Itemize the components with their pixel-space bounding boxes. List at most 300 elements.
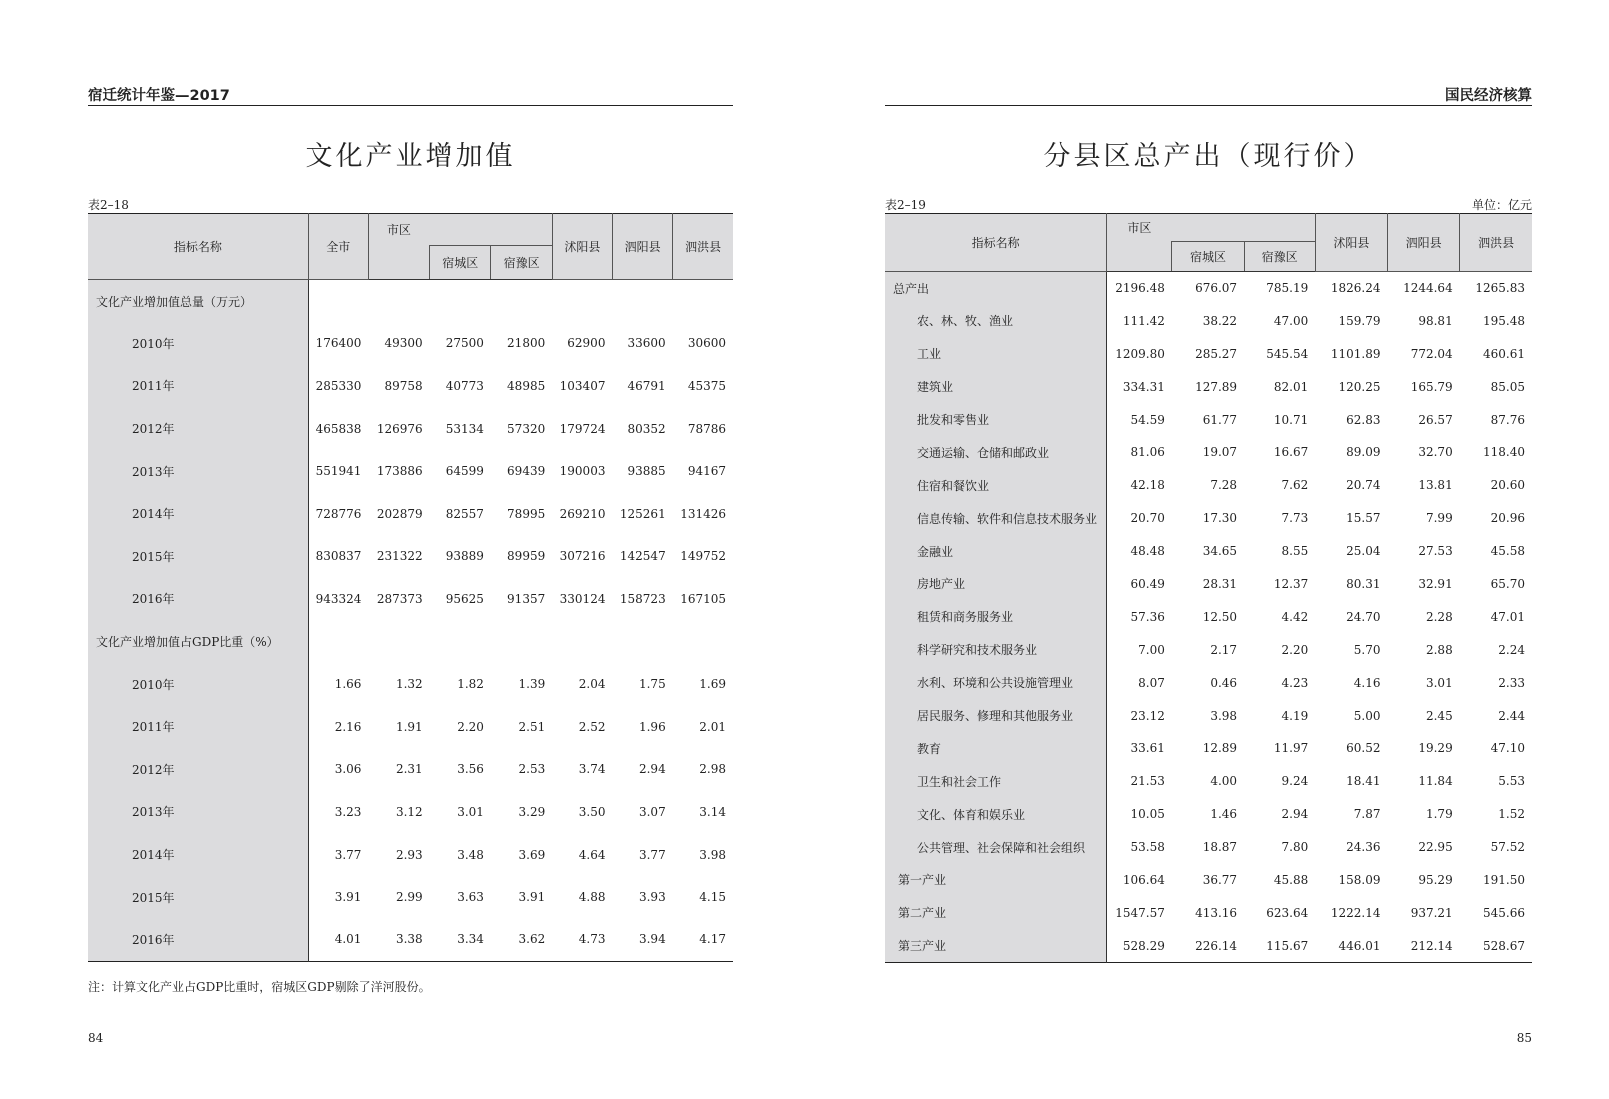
table-row <box>885 600 1532 633</box>
value-cell: 18.87 <box>1202 840 1238 855</box>
value-cell: 27500 <box>445 336 484 351</box>
value-cell: 48.48 <box>1130 544 1165 559</box>
value-cell: 8.07 <box>1138 675 1165 690</box>
value-cell: 3.50 <box>578 804 606 819</box>
value-cell: 728776 <box>315 506 362 521</box>
empty-cell <box>430 620 491 663</box>
value-cell: 179724 <box>559 421 606 436</box>
indicator-label: 总产出 <box>885 272 1107 305</box>
page-title: 文化产业增加值 <box>305 141 516 172</box>
value-cell: 60.52 <box>1346 741 1381 756</box>
table-row <box>885 896 1532 929</box>
header-urban: 市区 <box>1107 214 1315 242</box>
value-cell: 40773 <box>445 378 484 393</box>
value-cell: 545.54 <box>1266 346 1309 361</box>
value-cell: 2196.48 <box>1115 281 1165 296</box>
value-cell: 4.00 <box>1210 774 1238 789</box>
value-cell: 676.07 <box>1195 281 1238 296</box>
table-row <box>885 272 1532 305</box>
table-row <box>88 833 733 876</box>
year-label: 2010年 <box>88 322 308 365</box>
value-cell: 545.66 <box>1483 905 1525 920</box>
value-cell: 20.96 <box>1490 511 1525 526</box>
value-cell: 2.53 <box>518 762 546 777</box>
table-row <box>88 492 733 535</box>
table-row <box>88 578 733 621</box>
value-cell: 334.31 <box>1122 379 1165 394</box>
value-cell: 9.24 <box>1281 774 1309 789</box>
year-label: 2011年 <box>88 705 308 748</box>
indicator-label: 信息传输、软件和信息技术服务业 <box>885 502 1107 535</box>
value-cell: 190003 <box>559 464 606 479</box>
value-cell: 26.57 <box>1418 412 1453 427</box>
empty-cell <box>552 620 612 663</box>
value-cell: 16.67 <box>1273 445 1309 460</box>
year-label: 2015年 <box>88 876 308 919</box>
value-cell: 4.73 <box>578 932 606 947</box>
value-cell: 20.74 <box>1346 478 1381 493</box>
empty-cell <box>308 280 368 323</box>
value-cell: 57320 <box>507 421 546 436</box>
value-cell: 7.99 <box>1425 511 1453 526</box>
indicator-label: 租赁和商务服务业 <box>885 600 1107 633</box>
value-cell: 1222.14 <box>1330 905 1381 920</box>
empty-cell <box>491 280 552 323</box>
value-cell: 3.63 <box>457 890 484 905</box>
indicator-label: 卫生和社会工作 <box>885 765 1107 798</box>
table-row <box>88 407 733 450</box>
value-cell: 62.83 <box>1346 412 1381 427</box>
value-cell: 3.01 <box>1425 675 1453 690</box>
value-cell: 212.14 <box>1410 938 1453 953</box>
value-cell: 3.12 <box>395 804 423 819</box>
empty-cell <box>612 620 672 663</box>
value-cell: 69439 <box>507 464 546 479</box>
value-cell: 5.70 <box>1353 642 1381 657</box>
value-cell: 25.04 <box>1346 544 1381 559</box>
indicator-label: 建筑业 <box>885 370 1107 403</box>
value-cell: 3.48 <box>457 847 484 862</box>
value-cell: 12.37 <box>1273 576 1309 591</box>
indicator-label: 农、林、牧、渔业 <box>885 304 1107 337</box>
value-cell: 22.95 <box>1418 840 1453 855</box>
value-cell: 2.16 <box>334 719 362 734</box>
value-cell: 1826.24 <box>1330 281 1381 296</box>
table-row <box>88 365 733 408</box>
header-suyu: 宿豫区 <box>491 246 552 280</box>
value-cell: 45375 <box>687 378 726 393</box>
value-cell: 65.70 <box>1490 576 1525 591</box>
value-cell: 54.59 <box>1130 412 1165 427</box>
value-cell: 830837 <box>315 549 362 564</box>
value-cell: 125261 <box>619 506 666 521</box>
value-cell: 2.01 <box>699 719 726 734</box>
header-shuyang: 沭阳县 <box>552 214 612 280</box>
right-page <box>804 0 1609 1099</box>
value-cell: 191.50 <box>1483 872 1525 887</box>
value-cell: 7.00 <box>1138 642 1165 657</box>
value-cell: 1.69 <box>699 677 726 692</box>
value-cell: 111.42 <box>1122 313 1165 328</box>
table-row <box>88 876 733 919</box>
indicator-label: 交通运输、仓储和邮政业 <box>885 436 1107 469</box>
header-siyang: 泗阳县 <box>612 214 672 280</box>
value-cell: 126976 <box>376 421 423 436</box>
empty-cell <box>491 620 552 663</box>
indicator-label: 教育 <box>885 732 1107 765</box>
header-urban: 市区 <box>368 214 552 246</box>
value-cell: 465838 <box>315 421 362 436</box>
table-number: 表2–18 <box>88 198 129 212</box>
value-cell: 3.77 <box>334 847 362 862</box>
value-cell: 159.79 <box>1338 313 1381 328</box>
year-label: 2015年 <box>88 535 308 578</box>
empty-cell <box>368 280 429 323</box>
value-cell: 142547 <box>619 549 666 564</box>
header-suchen: 宿城区 <box>1172 242 1244 272</box>
year-label: 2016年 <box>88 918 308 961</box>
value-cell: 2.20 <box>1281 642 1309 657</box>
table-body <box>885 272 1532 963</box>
value-cell: 3.23 <box>334 804 362 819</box>
empty-cell <box>430 280 491 323</box>
value-cell: 81.06 <box>1130 445 1165 460</box>
year-label: 2013年 <box>88 450 308 493</box>
left-page <box>0 0 804 1099</box>
value-cell: 937.21 <box>1410 905 1453 920</box>
value-cell: 3.91 <box>334 890 362 905</box>
value-cell: 118.40 <box>1483 445 1525 460</box>
value-cell: 80.31 <box>1346 576 1381 591</box>
page-title: 分县区总产出（现行价） <box>1043 141 1374 172</box>
value-cell: 36.77 <box>1202 872 1238 887</box>
value-cell: 231322 <box>376 549 423 564</box>
table-row <box>885 370 1532 403</box>
indicator-label: 居民服务、修理和其他服务业 <box>885 699 1107 732</box>
value-cell: 2.31 <box>395 762 423 777</box>
value-cell: 10.05 <box>1130 807 1165 822</box>
value-cell: 47.01 <box>1490 609 1525 624</box>
value-cell: 131426 <box>680 506 726 521</box>
empty-cell <box>673 280 733 323</box>
value-cell: 53134 <box>445 421 484 436</box>
value-cell: 269210 <box>559 506 606 521</box>
value-cell: 33.61 <box>1130 741 1165 756</box>
value-cell: 1.52 <box>1498 807 1525 822</box>
value-cell: 1209.80 <box>1115 346 1165 361</box>
table-row <box>885 831 1532 864</box>
value-cell: 285330 <box>315 378 362 393</box>
value-cell: 19.07 <box>1202 445 1238 460</box>
value-cell: 93885 <box>627 464 666 479</box>
value-cell: 38.22 <box>1202 313 1238 328</box>
indicator-label: 工业 <box>885 337 1107 370</box>
value-cell: 42.18 <box>1130 478 1165 493</box>
value-cell: 5.53 <box>1498 774 1525 789</box>
value-cell: 46791 <box>627 378 666 393</box>
running-head: 宿迁统计年鉴—2017 <box>88 84 733 106</box>
table-row <box>885 633 1532 666</box>
value-cell: 3.62 <box>518 932 546 947</box>
value-cell: 7.80 <box>1281 840 1309 855</box>
table-row <box>885 403 1532 436</box>
value-cell: 49300 <box>384 336 423 351</box>
value-cell: 1.75 <box>638 677 666 692</box>
value-cell: 98.81 <box>1418 313 1453 328</box>
value-cell: 285.27 <box>1195 346 1238 361</box>
value-cell: 115.67 <box>1266 938 1309 953</box>
header-shuyang: 沭阳县 <box>1315 214 1387 272</box>
running-head: 国民经济核算 <box>885 84 1532 106</box>
value-cell: 0.46 <box>1210 675 1238 690</box>
value-cell: 45.88 <box>1273 872 1309 887</box>
year-label: 2014年 <box>88 833 308 876</box>
empty-cell <box>673 620 733 663</box>
value-cell: 47.00 <box>1273 313 1309 328</box>
value-cell: 127.89 <box>1195 379 1238 394</box>
value-cell: 94167 <box>687 464 726 479</box>
indicator-label: 房地产业 <box>885 568 1107 601</box>
value-cell: 2.98 <box>699 762 726 777</box>
value-cell: 1547.57 <box>1115 905 1165 920</box>
value-cell: 3.74 <box>578 762 606 777</box>
header-suchen: 宿城区 <box>430 246 491 280</box>
value-cell: 47.10 <box>1490 741 1525 756</box>
header-indicator: 指标名称 <box>88 214 308 280</box>
value-cell: 95.29 <box>1418 872 1453 887</box>
value-cell: 3.98 <box>699 847 726 862</box>
value-cell: 173886 <box>376 464 423 479</box>
table-row <box>88 322 733 365</box>
value-cell: 64599 <box>445 464 484 479</box>
value-cell: 1.91 <box>395 719 423 734</box>
table-row <box>885 568 1532 601</box>
value-cell: 2.52 <box>578 719 606 734</box>
table-row <box>88 705 733 748</box>
value-cell: 48985 <box>507 378 546 393</box>
value-cell: 623.64 <box>1266 905 1309 920</box>
value-cell: 3.01 <box>457 804 484 819</box>
value-cell: 93889 <box>445 549 484 564</box>
value-cell: 2.88 <box>1425 642 1453 657</box>
value-cell: 7.28 <box>1210 478 1238 493</box>
section-label: 文化产业增加值总量（万元） <box>88 280 308 323</box>
value-cell: 4.16 <box>1353 675 1381 690</box>
value-cell: 2.44 <box>1498 708 1525 723</box>
year-label: 2010年 <box>88 663 308 706</box>
value-cell: 61.77 <box>1202 412 1238 427</box>
header-indicator: 指标名称 <box>885 214 1107 272</box>
year-label: 2011年 <box>88 365 308 408</box>
value-cell: 413.16 <box>1195 905 1238 920</box>
value-cell: 2.94 <box>1281 807 1309 822</box>
value-cell: 82.01 <box>1273 379 1309 394</box>
value-cell: 2.94 <box>638 762 666 777</box>
indicator-label: 第二产业 <box>885 896 1107 929</box>
value-cell: 60.49 <box>1130 576 1165 591</box>
value-cell: 34.65 <box>1202 544 1238 559</box>
value-cell: 10.71 <box>1273 412 1309 427</box>
empty-cell <box>368 620 429 663</box>
header-siyang: 泗阳县 <box>1387 214 1459 272</box>
table-row <box>885 699 1532 732</box>
value-cell: 103407 <box>559 378 606 393</box>
value-cell: 1.96 <box>638 719 666 734</box>
gross-output-table <box>885 213 1532 963</box>
value-cell: 1.32 <box>395 677 423 692</box>
empty-cell <box>552 280 612 323</box>
value-cell: 460.61 <box>1483 346 1525 361</box>
indicator-label: 水利、环境和公共设施管理业 <box>885 666 1107 699</box>
value-cell: 80352 <box>627 421 666 436</box>
value-cell: 3.91 <box>518 890 546 905</box>
indicator-label: 金融业 <box>885 535 1107 568</box>
value-cell: 158.09 <box>1338 872 1381 887</box>
value-cell: 15.57 <box>1346 511 1381 526</box>
value-cell: 307216 <box>559 549 606 564</box>
value-cell: 528.67 <box>1483 938 1525 953</box>
page-number: 84 <box>88 1031 104 1045</box>
header-sihong: 泗洪县 <box>673 214 733 280</box>
value-cell: 78786 <box>687 421 726 436</box>
value-cell: 11.97 <box>1273 741 1309 756</box>
table-row <box>885 798 1532 831</box>
value-cell: 7.62 <box>1281 478 1309 493</box>
indicator-label: 文化、体育和娱乐业 <box>885 798 1107 831</box>
value-cell: 82557 <box>445 506 484 521</box>
value-cell: 27.53 <box>1418 544 1453 559</box>
value-cell: 5.00 <box>1353 708 1381 723</box>
value-cell: 19.29 <box>1418 741 1453 756</box>
value-cell: 21.53 <box>1130 774 1165 789</box>
header-sihong: 泗洪县 <box>1460 214 1532 272</box>
value-cell: 2.93 <box>395 847 423 862</box>
value-cell: 4.23 <box>1281 675 1309 690</box>
value-cell: 2.28 <box>1425 609 1453 624</box>
value-cell: 8.55 <box>1281 544 1309 559</box>
value-cell: 287373 <box>376 591 423 606</box>
indicator-label: 批发和零售业 <box>885 403 1107 436</box>
value-cell: 943324 <box>315 591 362 606</box>
table-row <box>885 864 1532 897</box>
value-cell: 89959 <box>507 549 546 564</box>
value-cell: 33600 <box>627 336 666 351</box>
value-cell: 2.99 <box>395 890 423 905</box>
value-cell: 3.06 <box>334 762 362 777</box>
value-cell: 149752 <box>680 549 726 564</box>
table-row <box>885 436 1532 469</box>
table-row <box>885 666 1532 699</box>
value-cell: 3.34 <box>457 932 484 947</box>
value-cell: 89.09 <box>1346 445 1381 460</box>
value-cell: 2.33 <box>1498 675 1525 690</box>
year-label: 2014年 <box>88 492 308 535</box>
value-cell: 772.04 <box>1410 346 1453 361</box>
value-cell: 4.17 <box>699 932 726 947</box>
value-cell: 20.70 <box>1130 511 1165 526</box>
table-row <box>885 732 1532 765</box>
value-cell: 4.19 <box>1281 708 1309 723</box>
table-row <box>88 663 733 706</box>
indicator-label: 第一产业 <box>885 864 1107 897</box>
value-cell: 120.25 <box>1338 379 1381 394</box>
value-cell: 3.38 <box>395 932 423 947</box>
value-cell: 226.14 <box>1195 938 1238 953</box>
year-label: 2012年 <box>88 748 308 791</box>
value-cell: 4.64 <box>578 847 606 862</box>
value-cell: 95625 <box>445 591 484 606</box>
value-cell: 1.39 <box>518 677 546 692</box>
value-cell: 1.46 <box>1210 807 1238 822</box>
value-cell: 12.50 <box>1202 609 1238 624</box>
value-cell: 13.81 <box>1418 478 1453 493</box>
table-body <box>88 280 733 962</box>
table-row <box>88 918 733 961</box>
value-cell: 3.14 <box>699 804 726 819</box>
value-cell: 3.07 <box>638 804 666 819</box>
table-row <box>885 535 1532 568</box>
value-cell: 4.01 <box>334 932 362 947</box>
page-number: 85 <box>1516 1031 1532 1045</box>
table-row <box>885 337 1532 370</box>
value-cell: 2.20 <box>457 719 484 734</box>
value-cell: 7.73 <box>1281 511 1309 526</box>
value-cell: 21800 <box>507 336 546 351</box>
value-cell: 17.30 <box>1202 511 1238 526</box>
header-suyu: 宿豫区 <box>1244 242 1315 272</box>
value-cell: 4.88 <box>578 890 606 905</box>
table-row <box>885 304 1532 337</box>
value-cell: 1244.64 <box>1403 281 1453 296</box>
value-cell: 4.42 <box>1281 609 1309 624</box>
value-cell: 57.36 <box>1130 609 1165 624</box>
indicator-label: 公共管理、社会保障和社会组织 <box>885 831 1107 864</box>
table-row <box>885 502 1532 535</box>
empty-cell <box>612 280 672 323</box>
value-cell: 24.70 <box>1346 609 1381 624</box>
indicator-label: 第三产业 <box>885 929 1107 962</box>
value-cell: 85.05 <box>1490 379 1525 394</box>
value-cell: 3.56 <box>457 762 484 777</box>
value-cell: 1.82 <box>457 677 484 692</box>
value-cell: 23.12 <box>1130 708 1165 723</box>
value-cell: 2.24 <box>1498 642 1525 657</box>
table-row <box>88 791 733 834</box>
value-cell: 165.79 <box>1410 379 1453 394</box>
value-cell: 106.64 <box>1122 872 1165 887</box>
value-cell: 330124 <box>559 591 606 606</box>
value-cell: 4.15 <box>699 890 726 905</box>
value-cell: 2.45 <box>1425 708 1453 723</box>
value-cell: 202879 <box>376 506 423 521</box>
year-label: 2012年 <box>88 407 308 450</box>
value-cell: 167105 <box>680 591 726 606</box>
value-cell: 785.19 <box>1266 281 1309 296</box>
value-cell: 12.89 <box>1202 741 1238 756</box>
table-row <box>885 469 1532 502</box>
value-cell: 30600 <box>687 336 726 351</box>
value-cell: 528.29 <box>1122 938 1165 953</box>
value-cell: 7.87 <box>1353 807 1381 822</box>
value-cell: 3.94 <box>638 932 666 947</box>
value-cell: 45.58 <box>1490 544 1525 559</box>
value-cell: 3.69 <box>518 847 546 862</box>
header-city: 全市 <box>308 214 368 280</box>
value-cell: 176400 <box>315 336 362 351</box>
value-cell: 3.98 <box>1210 708 1238 723</box>
footnote: 注：计算文化产业占GDP比重时，宿城区GDP剔除了洋河股份。 <box>88 980 431 994</box>
unit-label: 单位：亿元 <box>1471 198 1532 212</box>
